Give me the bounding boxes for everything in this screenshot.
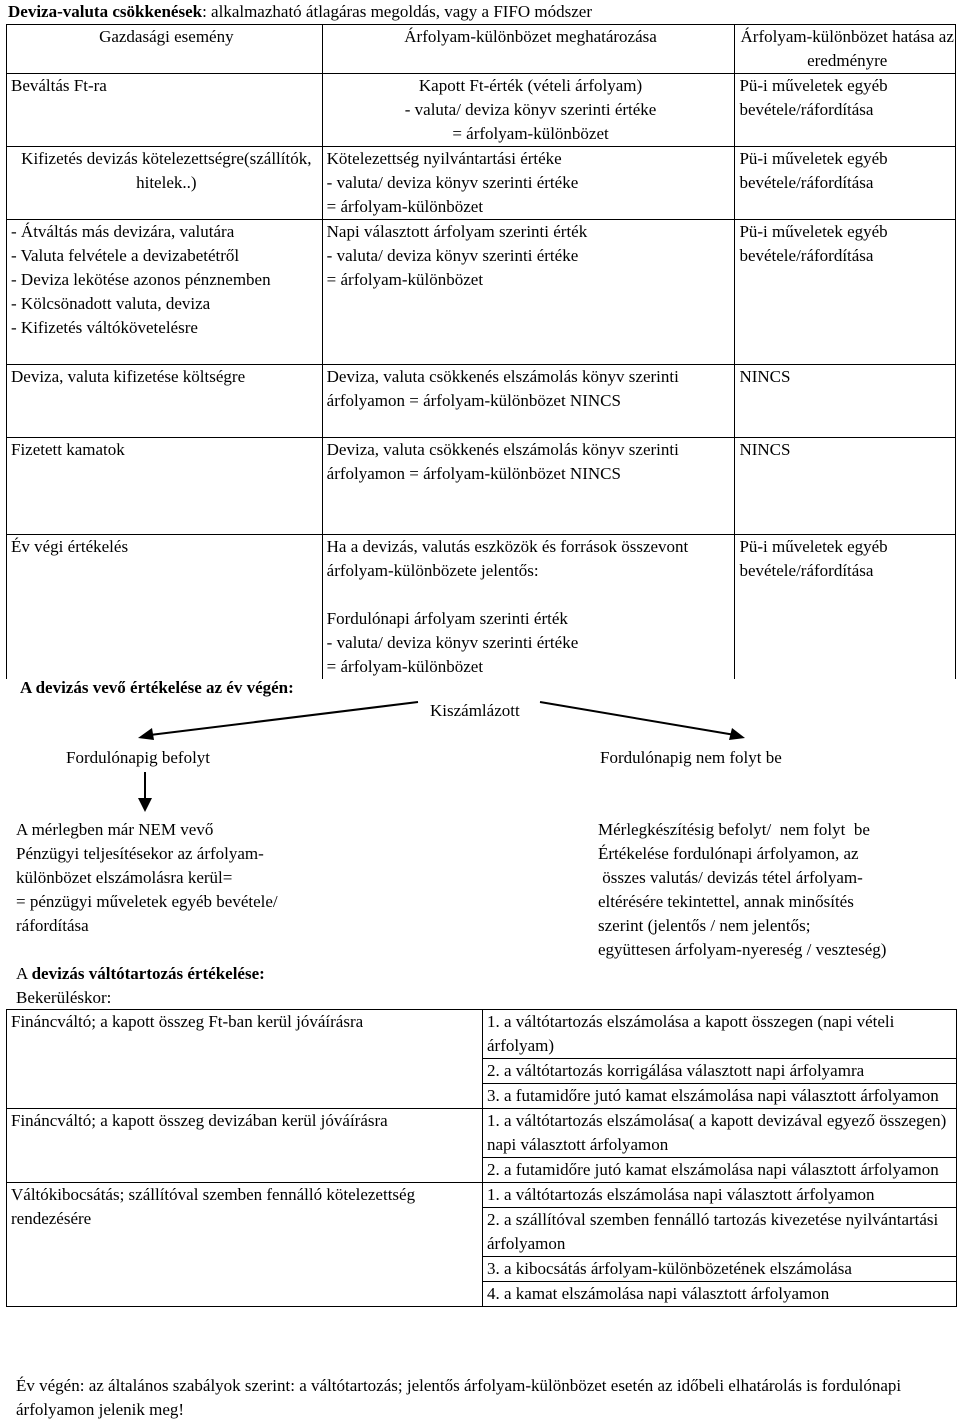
table-row: [7, 1010, 957, 1059]
valto-step: 1. a váltótartozás elszámolása a kapott összegen (napi vételi árfolyam): [483, 1010, 957, 1059]
valto-table: [6, 1009, 957, 1307]
row-determination: Napi választott árfolyam szerinti érték - valuta/ deviza könyv szerinti értéke = árfolyam-különbözet: [322, 220, 735, 365]
row-determination: Deviza, valuta csökkenés elszámolás könyv szerinti árfolyamon = árfolyam-különbözet NINCS: [322, 365, 735, 438]
row-effect: NINCS: [735, 365, 956, 438]
row-event: Beváltás Ft-ra: [7, 74, 323, 147]
vevo-root: Kiszámlázott: [430, 701, 520, 720]
right-branch-line: [540, 702, 735, 735]
footer-note: Év végén: az általános szabályok szerint: a váltótartozás; jelentős árfolyam-különbözet esetén az időbeli elhatárolás is fordulónapi árfolyamon jelenik meg!: [16, 1376, 902, 1419]
left-branch-line: [150, 702, 418, 735]
vevo-right-text: Mérlegkészítésig befolyt/ nem folyt be Értékelése fordulónapi árfolyamon, az összes valutás/ devizás tétel árfolyam- eltérésére tekintettel, annak minősítés szerint (jelentős / nem jelentős; együttesen árfolyam-nyereség / veszteség): [598, 820, 887, 959]
valto-step: 2. a futamidőre jutó kamat elszámolása napi választott árfolyamon: [483, 1158, 957, 1183]
right-branch-arrowhead: [729, 728, 745, 740]
heading-rest: : alkalmazható átlagáras megoldás, vagy a FIFO módszer: [202, 2, 593, 21]
row-event: - Átváltás más devizára, valutára - Valuta felvétele a devizabetétről - Deviza lekötése azonos pénznemben - Kölcsönadott valuta, deviza - Kifizetés váltókövetelésre: [7, 220, 323, 365]
header-effect: Árfolyam-különbözet hatása az eredményre: [735, 25, 956, 74]
valto-case: [7, 1183, 483, 1307]
left-down-arrowhead: [138, 798, 152, 812]
header-event: Gazdasági esemény: [7, 25, 323, 74]
vevo-left-text: A mérlegben már NEM vevő Pénzügyi teljesítésekor az árfolyam- különbözet elszámolásra kerül= = pénzügyi műveletek egyéb bevétele/ ráfordítása: [16, 820, 278, 935]
row-determination: Ha a devizás, valutás eszközök és források összevont árfolyam-különbözete jelentős: Fordulónapi árfolyam szerinti érték - valuta/ deviza könyv szerinti értéke = árfolyam-különbözet: [322, 535, 735, 680]
valto-title-prefix: A: [16, 964, 32, 983]
row-effect: NINCS: [735, 438, 956, 535]
valto-case-text: Váltókibocsátás; szállítóval szemben fennálló kötelezettség rendezésére: [11, 1185, 416, 1228]
valto-case-text: Fináncváltó; a kapott összeg Ft-ban kerül jóváírásra: [11, 1012, 364, 1031]
header-determination: Árfolyam-különbözet meghatározása: [322, 25, 735, 74]
valto-case-text: Fináncváltó; a kapott összeg devizában kerül jóváírásra: [11, 1111, 388, 1130]
table-row: [7, 1183, 957, 1208]
row-event: Fizetett kamatok: [7, 438, 323, 535]
valto-step: 1. a váltótartozás elszámolása( a kapott devizával egyező összegen) napi választott árfolyamon: [483, 1109, 957, 1158]
row-event: Év végi értékelés: [7, 535, 323, 680]
valto-title-bold: devizás váltótartozás értékelése:: [31, 964, 265, 983]
heading-bold: Deviza-valuta csökkenések: [8, 2, 203, 21]
valto-subtitle: Bekerüléskor:: [16, 988, 112, 1007]
row-effect: Pü-i műveletek egyéb bevétele/ráfordítása: [735, 147, 956, 220]
valto-step: 2. a váltótartozás korrigálása választott napi árfolyamra: [483, 1059, 957, 1084]
valto-case: [7, 1010, 483, 1109]
valto-step: 2. a szállítóval szemben fennálló tartozás kivezetése nyilvántartási árfolyamon: [483, 1208, 957, 1257]
left-branch-arrowhead: [138, 728, 154, 740]
valto-step: 1. a váltótartozás elszámolása napi választott árfolyamon: [483, 1183, 957, 1208]
row-determination: Kapott Ft-érték (vételi árfolyam) - valuta/ deviza könyv szerinti értéke = árfolyam-különbözet: [322, 74, 735, 147]
row-event: Deviza, valuta kifizetése költségre: [7, 365, 323, 438]
row-determination: Kötelezettség nyilvántartási értéke - valuta/ deviza könyv szerinti értéke = árfolyam-különbözet: [322, 147, 735, 220]
row-determination: Deviza, valuta csökkenés elszámolás könyv szerinti árfolyamon = árfolyam-különbözet NINCS: [322, 438, 735, 535]
valto-step: 4. a kamat elszámolása napi választott árfolyamon: [483, 1282, 957, 1307]
valto-title: [16, 962, 265, 986]
row-effect: Pü-i műveletek egyéb bevétele/ráfordítása: [735, 74, 956, 147]
valto-step: 3. a futamidőre jutó kamat elszámolása napi választott árfolyamon: [483, 1084, 957, 1109]
valto-step: 3. a kibocsátás árfolyam-különbözetének elszámolása: [483, 1257, 957, 1282]
vevo-left-branch: Fordulónapig befolyt: [66, 748, 211, 767]
vevo-title: A devizás vevő értékelése az év végén:: [20, 678, 294, 697]
row-event: Kifizetés devizás kötelezettségre(szállítók, hitelek..): [7, 147, 323, 220]
row-effect: Pü-i műveletek egyéb bevétele/ráfordítása: [735, 220, 956, 365]
valto-case: [7, 1109, 483, 1183]
vevo-right-branch: Fordulónapig nem folyt be: [600, 748, 782, 767]
table-row: [7, 1109, 957, 1158]
row-effect: Pü-i műveletek egyéb bevétele/ráfordítása: [735, 535, 956, 680]
